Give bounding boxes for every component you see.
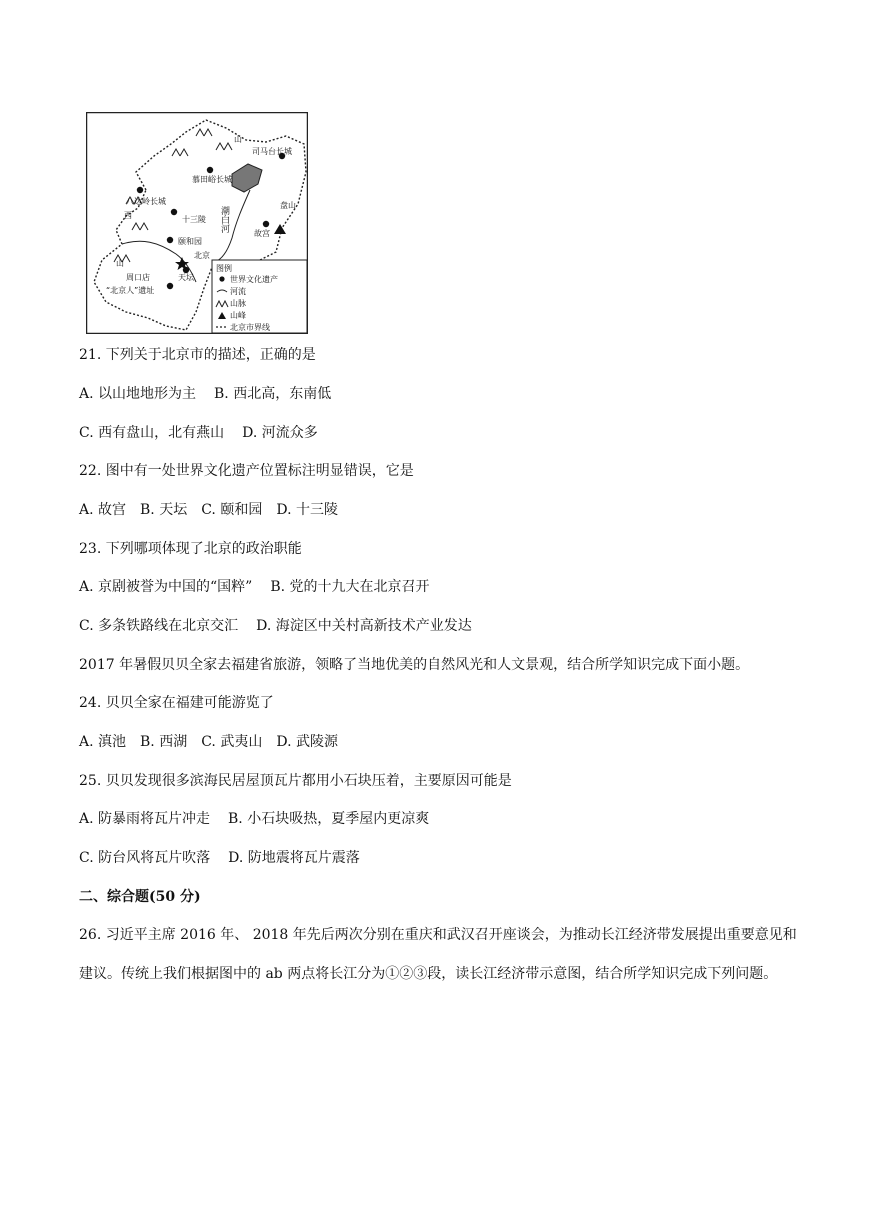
q23-option-b[interactable]: B. 党的十九大在北京召开 [270, 579, 430, 595]
label-simatai: 司马台长城 [252, 147, 292, 156]
q24-option-b[interactable]: B. 西湖 [140, 734, 188, 750]
label-shisanling: 十三陵 [182, 215, 206, 224]
q22-option-a[interactable]: A. 故宫 [79, 502, 127, 518]
q25-option-d[interactable]: D. 防地震将瓦片震落 [228, 850, 360, 866]
q22-stem: 22. 图中有一处世界文化遗产位置标注明显错误，它是 [79, 463, 414, 479]
q24-option-d[interactable]: D. 武陵源 [276, 734, 338, 750]
label-panshan: 盘山 [280, 201, 296, 210]
q24-option-c[interactable]: C. 武夷山 [201, 734, 263, 750]
label-chaobai: 潮白河 [219, 206, 229, 233]
q24-option-a[interactable]: A. 滇池 [79, 734, 127, 750]
legend-title: 图例 [216, 264, 232, 273]
q25-option-a[interactable]: A. 防暴雨将瓦片冲走 [79, 811, 211, 827]
q22-option-c[interactable]: C. 颐和园 [201, 502, 263, 518]
map-legend [212, 260, 307, 333]
q21-stem: 21. 下列关于北京市的描述，正确的是 [79, 347, 316, 363]
label-zhoukoudian: 周口店 [126, 273, 150, 282]
section-heading: 二、综合题(50 分) [79, 889, 201, 905]
q21-option-a[interactable]: A. 以山地地形为主 [79, 386, 197, 402]
q21-options-row2 [79, 424, 318, 442]
label-gugong: 故宫 [254, 229, 270, 238]
label-peking-man: “北京人”遗址 [106, 286, 155, 295]
q23-options-row2 [79, 617, 472, 635]
q26-text: 26. 习近平主席 2016 年、 2018 年先后两次分别在重庆和武汉召开座谈会，为推动长江经济带发展提出重要意见和建议。传统上我们根据图中的 ab 两点将长江分为①②③段，读长江经济带示意图，结合所学知识完成下列问题。 [79, 927, 797, 982]
q23-options-row1 [79, 578, 430, 596]
q26-stem [79, 916, 801, 993]
q25-options-row1 [79, 810, 429, 828]
q21-option-b[interactable]: B. 西北高，东南低 [214, 386, 332, 402]
legend-heritage: 世界文化遗产 [230, 275, 278, 284]
label-tiantan: 天坛 [178, 273, 194, 282]
q25-options-row2 [79, 849, 360, 867]
q23-option-c[interactable]: C. 多条铁路线在北京交汇 [79, 618, 239, 634]
label-yiheyuan: 颐和园 [178, 237, 202, 246]
q22-options [79, 501, 338, 519]
label-mutianyu: 慕田峪长城 [192, 175, 232, 184]
q25-option-b[interactable]: B. 小石块吸热，夏季屋内更凉爽 [228, 811, 430, 827]
legend-river: 河流 [230, 287, 246, 296]
q24-options [79, 733, 338, 751]
legend-peak: 山峰 [230, 311, 246, 320]
q22-option-d[interactable]: D. 十三陵 [276, 502, 338, 518]
q21-option-c[interactable]: C. 西有盘山，北有燕山 [79, 425, 225, 441]
q23-stem: 23. 下列哪项体现了北京的政治职能 [79, 541, 302, 557]
q21-options-row1 [79, 385, 331, 403]
q22-option-b[interactable]: B. 天坛 [140, 502, 188, 518]
legend-mountain: 山脉 [230, 299, 246, 308]
q25-stem: 25. 贝贝发现很多滨海民居屋顶瓦片都用小石块压着，主要原因可能是 [79, 773, 512, 789]
label-beijing: 北京 [194, 251, 210, 260]
label-shan-nw: 山 [234, 135, 242, 144]
label-shan-w: 山 [116, 259, 124, 268]
beijing-map [86, 112, 308, 334]
q23-option-a[interactable]: A. 京剧被誉为中国的“国粹” [79, 579, 253, 595]
q24-stem: 24. 贝贝全家在福建可能游览了 [79, 695, 274, 711]
q23-option-d[interactable]: D. 海淀区中关村高新技术产业发达 [256, 618, 472, 634]
legend-boundary: 北京市界线 [230, 323, 270, 332]
q21-option-d[interactable]: D. 河流众多 [242, 425, 318, 441]
fujian-intro: 2017 年暑假贝贝全家去福建省旅游，领略了当地优美的自然风光和人文景观，结合所学知识完成下面小题。 [79, 657, 750, 673]
q25-option-c[interactable]: C. 防台风将瓦片吹落 [79, 850, 211, 866]
label-badaling: 八达岭长城 [126, 197, 166, 206]
label-xi: 西 [124, 211, 132, 220]
